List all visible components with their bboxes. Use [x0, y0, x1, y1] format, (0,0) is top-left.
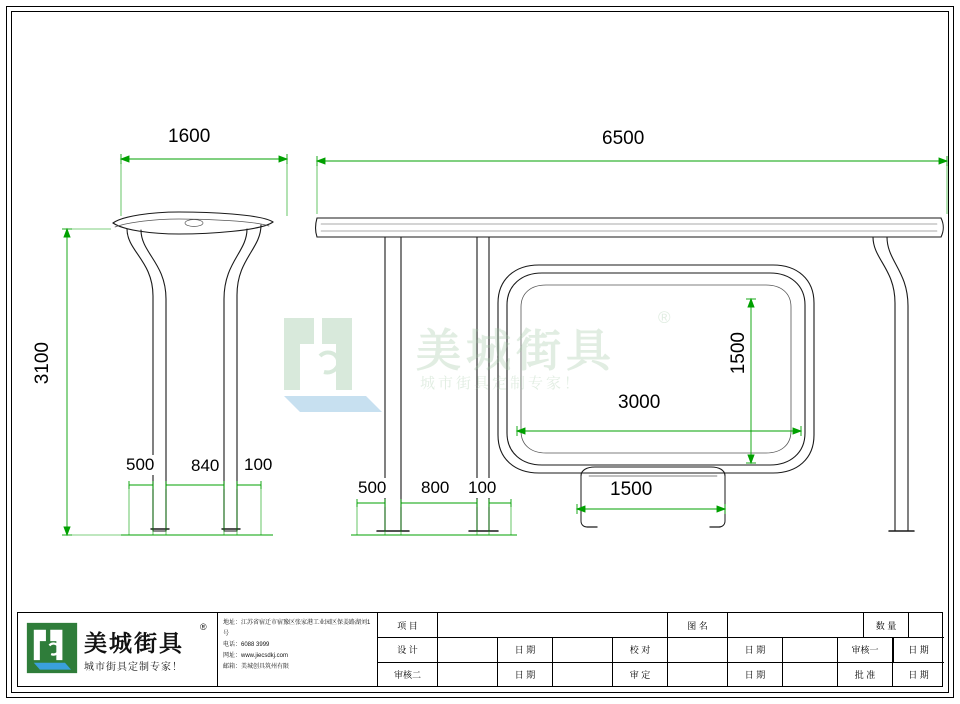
field-label-check: 校 对 [613, 638, 668, 661]
company-name: 美城街具 [84, 630, 184, 656]
registered-trademark-icon: ® [200, 622, 207, 632]
company-website: 网址：www.jiecsdkj.com [223, 653, 289, 659]
field-label-date-1: 日 期 [498, 638, 553, 661]
field-label-review-2: 审核二 [378, 663, 438, 686]
watermark-brand: 美城街具 [416, 325, 617, 376]
title-block-fields [378, 613, 944, 686]
dim-side-right-offset: 100 [244, 455, 273, 474]
dim-front-span: 800 [421, 478, 450, 497]
dim-panel-height: 1500 [728, 332, 749, 375]
dim-overall-height: 3100 [32, 342, 53, 385]
field-value-check[interactable] [668, 638, 728, 661]
front-view-roof [316, 218, 944, 237]
field-label-project: 项 目 [378, 613, 438, 637]
field-label-quantity: 数 量 [864, 613, 909, 637]
title-block-row-3 [378, 662, 944, 686]
watermark-registered-icon: ® [658, 308, 671, 327]
dim-side-width: 1600 [168, 126, 211, 147]
title-block-logo-cell [18, 613, 218, 686]
field-value-date-4[interactable] [553, 663, 613, 686]
field-value-review-2[interactable] [438, 663, 498, 686]
field-value-date-2[interactable] [783, 638, 838, 661]
company-info-cell [218, 613, 378, 686]
field-label-date-3: 日 期 [908, 645, 929, 656]
dim-overall-length: 6500 [602, 128, 645, 149]
field-label-drawing-name: 图 名 [668, 613, 728, 637]
watermark-tagline: 城市街具定制专家！ [420, 375, 583, 392]
field-label-approve: 审 定 [613, 663, 668, 686]
dim-front-left-offset: 500 [358, 478, 387, 497]
title-block [17, 612, 943, 687]
field-value-date-5[interactable] [783, 663, 838, 686]
cad-drawing [11, 11, 949, 693]
field-value-drawing-name[interactable] [728, 613, 864, 637]
field-label-design: 设 计 [378, 638, 438, 661]
light-box-frame [498, 265, 814, 473]
title-block-row-1 [378, 613, 944, 637]
field-label-date-6: 日 期 [908, 669, 929, 680]
side-view-roof [113, 212, 273, 234]
side-view-left-column [127, 229, 166, 531]
field-value-quantity[interactable] [909, 613, 944, 637]
dim-side-left-offset: 500 [126, 455, 155, 474]
field-label-date-4: 日 期 [498, 663, 553, 686]
field-label-date-5: 日 期 [728, 663, 783, 686]
dim-bench-width: 1500 [610, 479, 653, 500]
company-address: 地址：江苏省宿迁市宿豫区张家港工业园区保姜路湖刘1号 [223, 620, 371, 637]
dim-side-span: 840 [191, 456, 220, 475]
dim-front-right-offset: 100 [468, 478, 497, 497]
title-block-row-2 [378, 637, 944, 661]
field-value-project[interactable] [438, 613, 668, 637]
company-phone: 电话：6088 3999 [223, 642, 270, 648]
field-label-date-2: 日 期 [728, 638, 783, 661]
front-view-column-right [873, 237, 914, 531]
field-label-review-1: 审核一 [838, 638, 893, 661]
field-value-approve[interactable] [668, 663, 728, 686]
field-value-design[interactable] [438, 638, 498, 661]
field-value-date-1[interactable] [553, 638, 613, 661]
company-tagline: 城市街具定制专家！ [84, 662, 183, 673]
dim-panel-width: 3000 [618, 392, 661, 413]
company-email: 邮箱：美城创具筑州有限 [223, 664, 290, 670]
company-logo-icon [26, 622, 78, 674]
field-label-standard: 批 准 [838, 663, 893, 686]
